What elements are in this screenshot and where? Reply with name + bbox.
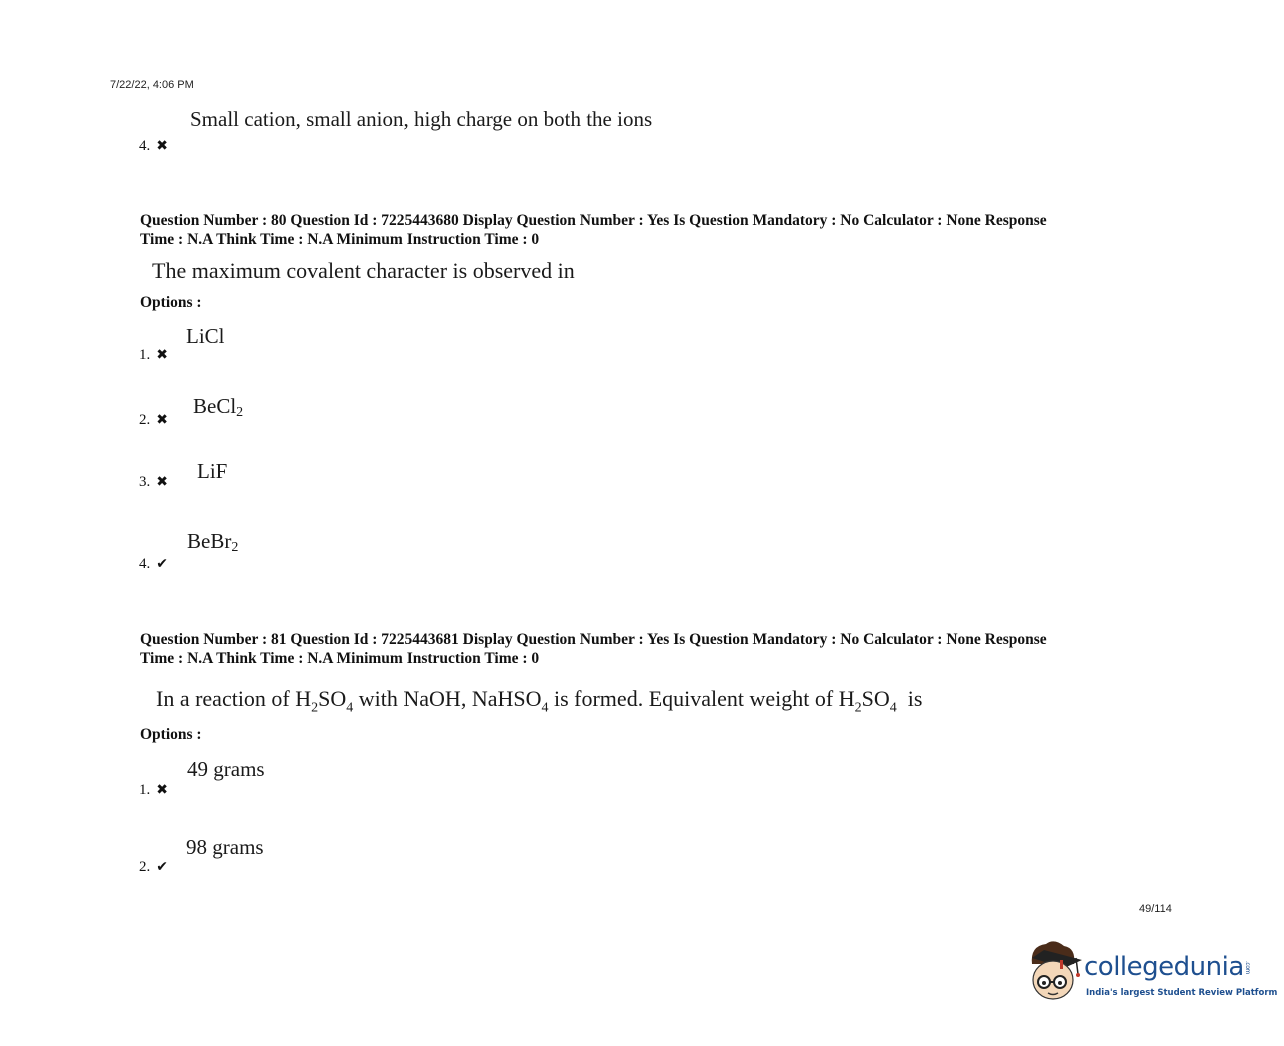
formula-subscript: 2: [236, 405, 244, 420]
q81-meta: [140, 630, 1170, 668]
question-subscript: 4: [889, 700, 897, 716]
question-segment: is formed. Equivalent weight of H: [548, 686, 855, 711]
cross-icon: ✖: [156, 782, 168, 798]
option-number-label: 2.: [139, 859, 151, 875]
q81-meta-line1: Question Number : 81 Question Id : 7225443681 Display Question Number : Yes Is Question Mandatory : No Calculator : None Response: [140, 631, 1047, 648]
logo-name: collegedunia: [1084, 952, 1244, 982]
q80-meta-line2: Time : N.A Think Time : N.A Minimum Instruction Time : 0: [140, 231, 540, 248]
q80-option-4-text: [187, 529, 238, 556]
prev-option-number: [139, 138, 168, 155]
option-number-label: 1.: [139, 347, 151, 363]
q80-option-2-number: [139, 412, 168, 429]
check-icon: ✔: [156, 556, 168, 572]
logo-suffix: .com: [1243, 961, 1251, 974]
formula-text: BeBr: [187, 529, 232, 553]
question-segment: SO: [318, 686, 347, 711]
question-segment: is: [896, 686, 923, 711]
print-timestamp: 7/22/22, 4:06 PM: [110, 79, 194, 91]
logo-tagline: India's largest Student Review Platform: [1086, 988, 1278, 998]
cross-icon: ✖: [156, 347, 168, 363]
question-subscript: 2: [311, 700, 319, 716]
prev-option-text: Small cation, small anion, high charge on both the ions: [190, 107, 653, 131]
question-subscript: 4: [541, 700, 549, 716]
q80-meta: [140, 211, 1170, 249]
q81-option-1-number: [139, 782, 168, 799]
question-subscript: 4: [346, 700, 354, 716]
option-number-label: 2.: [139, 412, 151, 428]
q81-option-2-text: 98 grams: [186, 835, 264, 859]
q81-option-1-text: 49 grams: [187, 757, 265, 781]
q81-option-2-number: [139, 859, 168, 876]
mascot-icon: [1024, 938, 1086, 1008]
question-subscript: 2: [854, 700, 862, 716]
q81-meta-line2: Time : N.A Think Time : N.A Minimum Instruction Time : 0: [140, 650, 540, 667]
q80-option-2-text: [193, 394, 243, 421]
option-number-label: 1.: [139, 782, 151, 798]
logo-wordmark: [1084, 952, 1251, 982]
cross-icon: ✖: [156, 138, 168, 154]
q80-meta-line1: Question Number : 80 Question Id : 7225443680 Display Question Number : Yes Is Question Mandatory : No Calculator : None Response: [140, 212, 1047, 229]
q80-options-label: Options :: [140, 294, 202, 311]
question-segment: In a reaction of H: [156, 686, 312, 711]
page-number: 49/114: [1139, 903, 1172, 915]
q81-question-text: [156, 686, 922, 716]
cross-icon: ✖: [156, 412, 168, 428]
q80-option-3-number: [139, 474, 168, 491]
q80-option-4-number: [139, 556, 168, 573]
collegedunia-logo: [1024, 938, 1278, 1010]
q80-question-text: The maximum covalent character is observed in: [152, 258, 575, 283]
option-number-label: 3.: [139, 474, 151, 490]
q80-option-3-text: LiF: [197, 459, 228, 483]
question-segment: with NaOH, NaHSO: [353, 686, 542, 711]
formula-subscript: 2: [231, 540, 239, 555]
option-number-label: 4.: [139, 556, 151, 572]
q80-option-1-number: [139, 347, 168, 364]
formula-text: BeCl: [193, 394, 237, 418]
question-segment: SO: [861, 686, 890, 711]
q80-option-1-text: LiCl: [186, 324, 225, 348]
option-number-label: 4.: [139, 138, 151, 154]
q81-options-label: Options :: [140, 726, 202, 743]
cross-icon: ✖: [156, 474, 168, 490]
check-icon: ✔: [156, 859, 168, 875]
